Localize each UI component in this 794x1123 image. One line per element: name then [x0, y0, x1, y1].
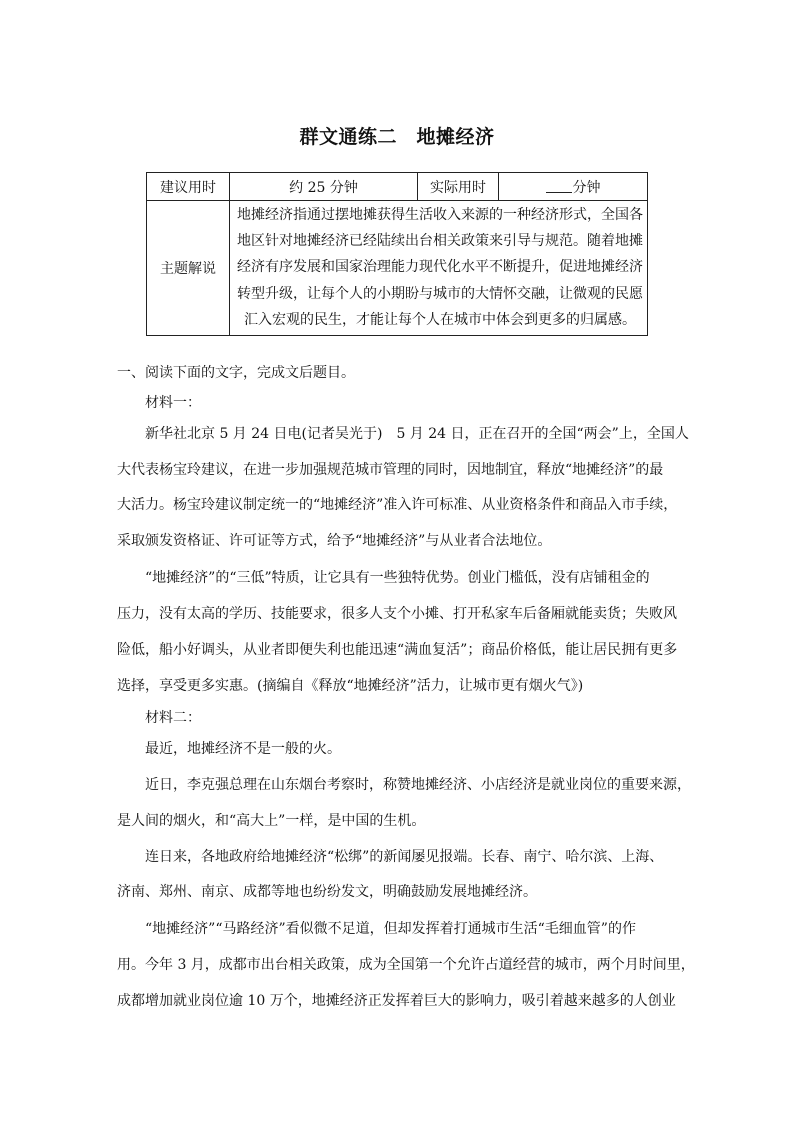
paragraph-line: 选择，享受更多实惠。(摘编自《释放“地摊经济”活力，让城市更有烟火气》) — [117, 678, 584, 694]
paragraph-line: 大代表杨宝玲建议，在进一步加强规范城市管理的同时，因地制宜，释放“地摊经济”的最 — [117, 462, 664, 478]
paragraph-line: 连日来，各地政府给地摊经济“松绑”的新闻屡见报端。长春、南宁、哈尔滨、上海、 — [145, 849, 664, 865]
paragraph-line: 新华社北京 5 月 24 日电(记者吴光于) 5 月 24 日，正在召开的全国“两会”上，全国人 — [145, 426, 689, 442]
theme-label: 主题解说 — [147, 201, 230, 336]
theme-line: 经济有序发展和国家治理能力现代化水平不断提升，促进地摊经济 — [237, 259, 643, 276]
paragraph-line: “地摊经济”“马路经济”看似微不足道，但却发挥着打通城市生活“毛细血管”的作 — [145, 921, 636, 937]
material2-label: 材料二： — [145, 710, 201, 726]
actual-time-label: 实际用时 — [418, 173, 499, 201]
info-table — [146, 172, 648, 336]
theme-description — [230, 201, 648, 336]
paragraph-line: 险低，船小好调头，从业者即便失利也能迅速“满血复活”；商品价格低，能让居民拥有更多 — [117, 642, 678, 658]
actual-time-unit: 分钟 — [572, 179, 601, 196]
paragraph-line: 济南、郑州、南京、成都等地也纷纷发文，明确鼓励发展地摊经济。 — [117, 884, 537, 900]
question-heading: 一、阅读下面的文字，完成文后题目。 — [117, 365, 355, 381]
time-row — [147, 173, 648, 201]
paragraph-line: 大活力。杨宝玲建议制定统一的“地摊经济”准入许可标准、从业资格条件和商品入市手续， — [117, 497, 678, 513]
paragraph-line: 是人间的烟火，和“高大上”一样，是中国的生机。 — [117, 813, 426, 829]
paragraph-line: “地摊经济”的“三低”特质，让它具有一些独特优势。创业门槛低，没有店铺租金的 — [145, 570, 650, 586]
theme-line: 转型升级，让每个人的小期盼与城市的大情怀交融，让微观的民愿 — [237, 285, 643, 302]
actual-time-blank[interactable] — [546, 178, 572, 193]
suggested-time-label: 建议用时 — [147, 173, 230, 201]
paragraph-line: 成都增加就业岗位逾 10 万个，地摊经济正发挥着巨大的影响力，吸引着越来越多的人创业 — [117, 993, 676, 1009]
theme-line: 汇入宏观的民生，才能让每个人在城市中体会到更多的归属感。 — [244, 311, 636, 328]
theme-line: 地区针对地摊经济已经陆续出台相关政策来引导与规范。随着地摊 — [237, 233, 643, 250]
paragraph-line: 近日，李克强总理在山东烟台考察时，称赞地摊经济、小店经济是就业岗位的重要来源， — [145, 777, 691, 793]
paragraph-line: 压力，没有太高的学历、技能要求，很多人支个小摊、打开私家车后备厢就能卖货；失败风 — [117, 606, 677, 622]
theme-line: 地摊经济指通过摆地摊获得生活收入来源的一种经济形式，全国各 — [237, 207, 643, 223]
material1-label: 材料一： — [145, 395, 201, 411]
actual-time-cell — [499, 173, 648, 201]
theme-row — [147, 201, 648, 336]
paragraph-line: 用。今年 3 月，成都市出台相关政策，成为全国第一个允许占道经营的城市，两个月时间里， — [117, 957, 695, 973]
paragraph-line: 采取颁发资格证、许可证等方式，给予“地摊经济”与从业者合法地位。 — [117, 533, 552, 549]
suggested-time-value: 约 25 分钟 — [230, 173, 418, 201]
paragraph-line: 最近，地摊经济不是一般的火。 — [145, 741, 341, 757]
page-title: 群文通练二 地摊经济 — [299, 126, 495, 148]
